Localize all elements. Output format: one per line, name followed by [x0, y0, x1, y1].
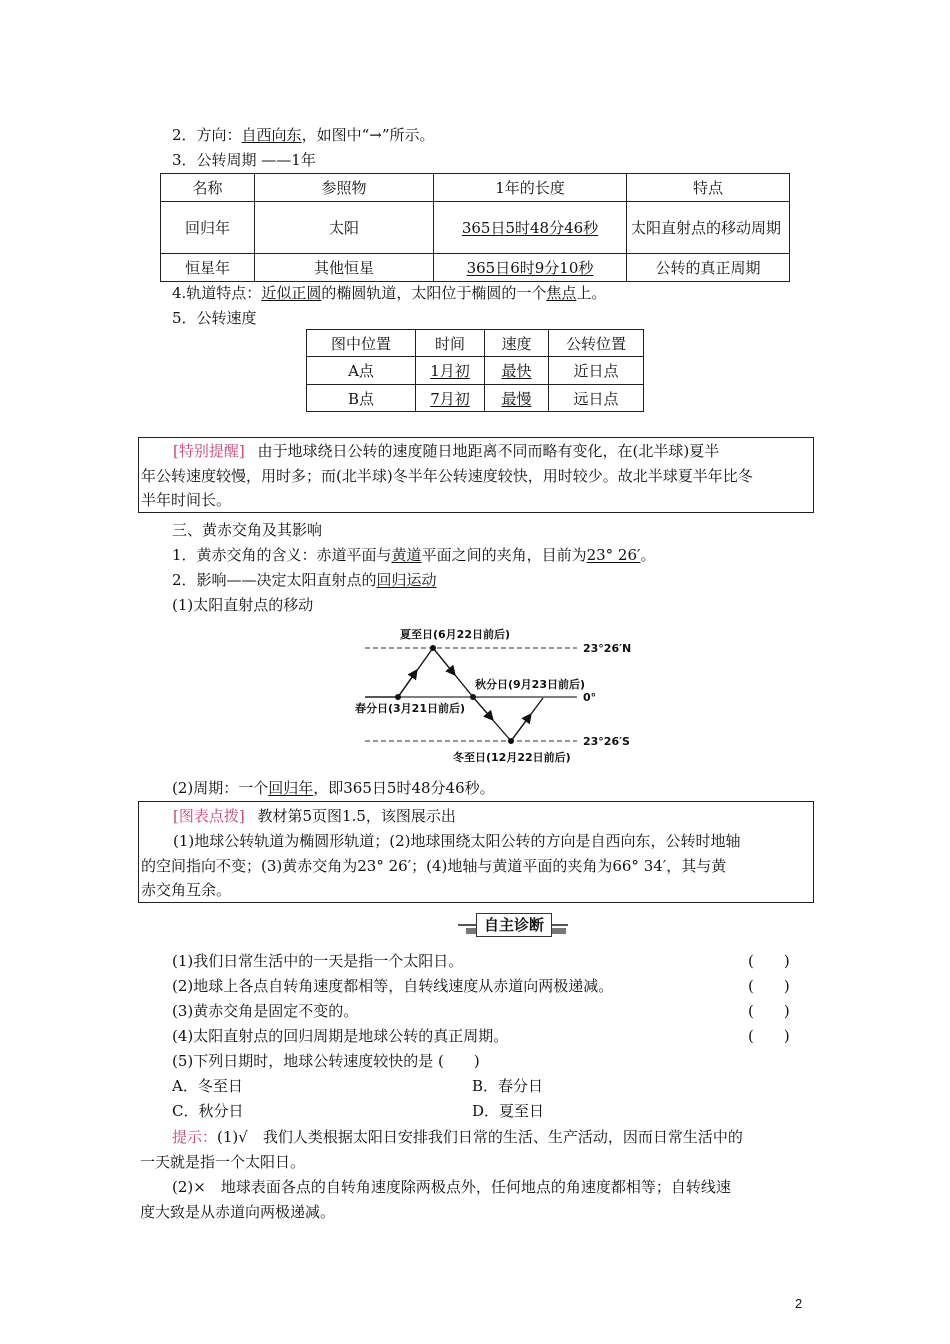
- figure-note-label: [图表点拨]: [173, 807, 245, 825]
- option-b: B．春分日: [472, 1077, 544, 1095]
- direction-line: [172, 124, 434, 145]
- direction-mid: ，如图中“: [301, 126, 370, 144]
- figure-note-box: [图表点拨] 教材第5页图1.5，该图展示出 (1)地球公转轨道为椭圆形轨道；(2)地球围绕太阳公转的方向是自西向东，公转时地轴 的空间指向不变；(3)黄赤交角为23° 26′；(4)地轴与黄道平面的夹角为66° 34′，其与黄 赤交角互余。: [138, 801, 814, 903]
- spring-equinox-label: 春分日(3月21日前后): [355, 702, 466, 715]
- table-cell: 恒星年: [161, 254, 255, 282]
- direction-prefix: 2．方向：: [172, 126, 242, 144]
- option-a: A．冬至日: [172, 1077, 243, 1095]
- lat-north-label: 23°26′N: [583, 642, 632, 655]
- table-cell: 7月初: [416, 385, 485, 412]
- table-header: 特点: [627, 174, 790, 202]
- hint-line: 度大致是从赤道向两极递减。: [140, 1203, 336, 1221]
- revolution-period-table: [160, 173, 790, 282]
- reminder-label: [特别提醒]: [173, 442, 245, 460]
- meaning-line: 1．黄赤交角的含义：赤道平面与黄道平面之间的夹角，目前为23° 26′。: [172, 546, 656, 564]
- migration-path: [365, 648, 543, 741]
- revolution-speed-table: [306, 329, 644, 412]
- hint-line: 提示：(1)√ 我们人类根据太阳日安排我们日常的生活、生产活动，因而日常生活中的: [172, 1128, 743, 1146]
- speed-title: 5．公转速度: [172, 309, 257, 327]
- self-diagnosis-banner: [458, 912, 568, 938]
- hint-label: 提示：: [172, 1128, 218, 1146]
- table-header: 参照物: [255, 174, 434, 202]
- table-header: 时间: [416, 330, 485, 357]
- option-d: D．夏至日: [472, 1102, 545, 1120]
- table-cell: 1月初: [416, 357, 485, 385]
- direction-answer: 自西向东: [241, 126, 302, 144]
- table-header: 速度: [485, 330, 549, 357]
- table-header: 图中位置: [307, 330, 416, 357]
- lat-south-label: 23°26′S: [583, 735, 630, 748]
- autumn-equinox-label: 秋分日(9月23日前后): [475, 678, 586, 691]
- table-cell: 回归年: [161, 202, 255, 254]
- table-cell: 近日点: [549, 357, 644, 385]
- period-title: 3．公转周期 ——1年: [172, 151, 316, 169]
- table-cell: B点: [307, 385, 416, 412]
- orbit-line: 4.轨道特点：近似正圆的椭圆轨道，太阳位于椭圆的一个焦点上。: [172, 284, 607, 302]
- table-cell: 365日6时9分10秒: [434, 254, 627, 282]
- table-cell: 远日点: [549, 385, 644, 412]
- table-header: 公转位置: [549, 330, 644, 357]
- direction-suffix: ”所示。: [381, 126, 435, 144]
- winter-solstice-label: 冬至日(12月22日前后): [453, 751, 571, 764]
- answer-blank: ( ): [748, 952, 790, 970]
- winter-solstice-point: [508, 738, 514, 744]
- special-reminder-box: [特别提醒] 由于地球绕日公转的速度随日地距离不同而略有变化，在(北半球)夏半 年公转速度较慢，用时多；而(北半球)冬半年公转速度较快，用时较少。故北半球夏半年比冬 半年时间长。: [138, 437, 814, 513]
- section-heading: 三、黄赤交角及其影响: [172, 521, 323, 539]
- quiz-item: (1)我们日常生活中的一天是指一个太阳日。: [172, 952, 464, 970]
- hint-line: (2)× 地球表面各点的自转角速度除两极点外，任何地点的角速度都相等；自转线速: [172, 1178, 731, 1196]
- quiz-item: (4)太阳直射点的回归周期是地球公转的真正周期。: [172, 1027, 509, 1045]
- orbit-answer: 近似正圆: [261, 284, 322, 302]
- table-cell: 公转的真正周期: [627, 254, 790, 282]
- autumn-equinox-point: [470, 694, 476, 700]
- table-cell: 太阳直射点的移动周期: [627, 202, 790, 254]
- table-cell: 最快: [485, 357, 549, 385]
- focus-answer: 焦点: [546, 284, 577, 302]
- quiz-question-5: (5)下列日期时，地球公转速度较快的是 ( ): [172, 1052, 480, 1070]
- banner-title: 自主诊断: [483, 916, 544, 934]
- influence-line: 2．影响——决定太阳直射点的回归运动: [172, 571, 437, 589]
- movement-title: (1)太阳直射点的移动: [172, 596, 314, 614]
- answer-blank: ( ): [748, 1027, 790, 1045]
- table-cell: 最慢: [485, 385, 549, 412]
- direct-sunlight-migration-diagram: [355, 620, 655, 768]
- table-cell: 其他恒星: [255, 254, 434, 282]
- page-number: 2: [795, 1296, 803, 1311]
- quiz-item: (3)黄赤交角是固定不变的。: [172, 1002, 359, 1020]
- summer-solstice-point: [430, 645, 436, 651]
- cycle-line: (2)周期：一个回归年，即365日5时48分46秒。: [172, 779, 495, 797]
- summer-solstice-label: 夏至日(6月22日前后): [400, 628, 511, 641]
- table-cell: 365日5时48分46秒: [434, 202, 627, 254]
- quiz-item: (2)地球上各点自转角速度都相等，自转线速度从赤道向两极递减。: [172, 977, 614, 995]
- answer-blank: ( ): [748, 1002, 790, 1020]
- table-header: 名称: [161, 174, 255, 202]
- option-c: C．秋分日: [172, 1102, 244, 1120]
- table-cell: A点: [307, 357, 416, 385]
- hint-line: 一天就是指一个太阳日。: [140, 1153, 306, 1171]
- equator-label: 0°: [583, 691, 597, 704]
- table-header: 1年的长度: [434, 174, 627, 202]
- answer-blank: ( ): [748, 977, 790, 995]
- table-cell: 太阳: [255, 202, 434, 254]
- spring-equinox-point: [395, 694, 401, 700]
- arrow-symbol: →: [369, 126, 382, 144]
